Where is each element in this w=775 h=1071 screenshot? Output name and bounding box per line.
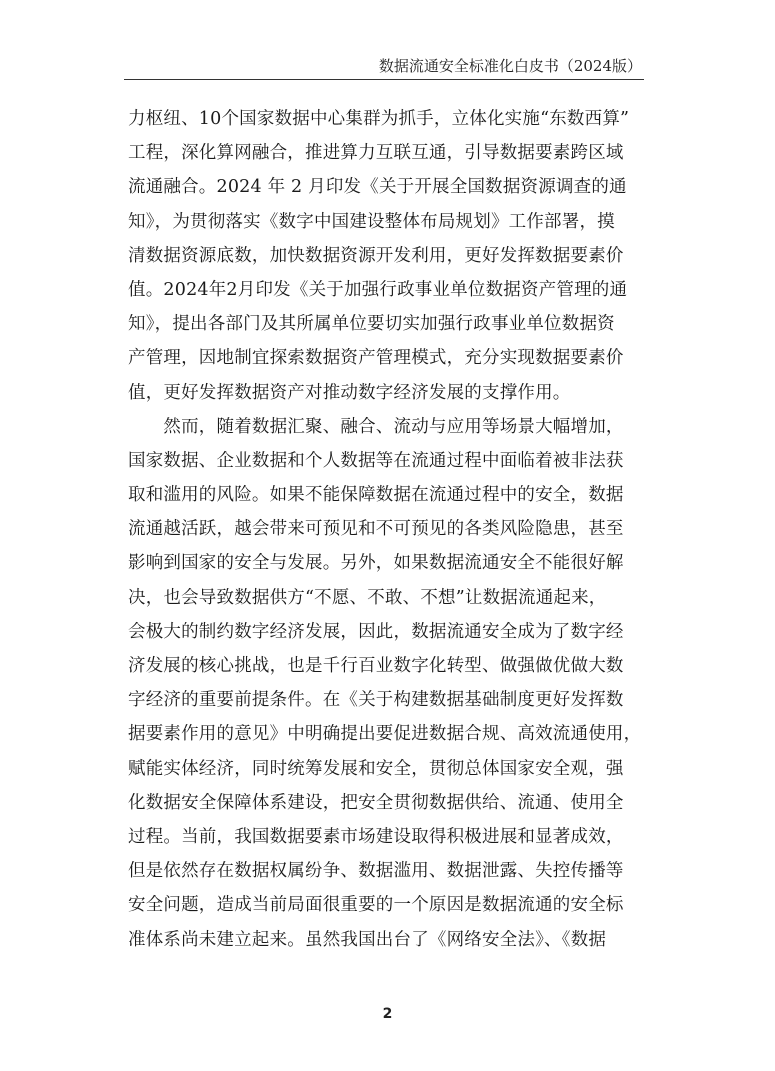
text-line: 流通越活跃，越会带来可预见和不可预见的各类风险隐患，甚至 (128, 519, 624, 540)
page-number: 2 (382, 1006, 393, 1022)
text-line: 国家数据、企业数据和个人数据等在流通过程中面临着被非法获 (128, 450, 624, 471)
text-line: 产管理，因地制宜探索数据资产管理模式，充分实现数据要素价 (128, 348, 624, 369)
text-line: 流通融合。2024 年 2 月印发《关于开展全国数据资源调查的通 (128, 177, 627, 198)
header-divider (124, 79, 644, 80)
text-line: 过程。当前，我国数据要素市场建设取得积极进展和显著成效， (128, 826, 624, 847)
text-line: 清数据资源底数，加快数据资源开发利用，更好发挥数据要素价 (128, 245, 624, 266)
text-line: 取和滥用的风险。如果不能保障数据在流通过程中的安全，数据 (128, 485, 624, 506)
text-line: 值。2024年2月印发《关于加强行政事业单位数据资产管理的通 (128, 279, 628, 300)
text-line: 力枢纽、10个国家数据中心集群为抓手，立体化实施“东数西算” (128, 109, 630, 129)
running-header-title: 数据流通安全标准化白皮书（2024版） (378, 57, 642, 75)
text-line: 会极大的制约数字经济发展，因此，数据流通安全成为了数字经 (128, 621, 624, 642)
text-line: 值，更好发挥数据资产对推动数字经济发展的支撑作用。 (128, 382, 571, 403)
text-line: 然而，随着数据汇聚、融合、流动与应用等场景大幅增加， (128, 416, 624, 437)
text-line: 知》，提出各部门及其所属单位要切实加强行政事业单位数据资 (128, 314, 615, 335)
text-line: 影响到国家的安全与发展。另外，如果数据流通安全不能很好解 (128, 553, 624, 574)
text-line: 决，也会导致数据供方“不愿、不敢、不想”让数据流通起来， (128, 587, 607, 608)
body-text (128, 102, 648, 957)
text-line: 赋能实体经济，同时统筹发展和安全，贯彻总体国家安全观，强 (128, 758, 624, 779)
text-line: 知》，为贯彻落实《数字中国建设整体布局规划》工作部署，摸 (128, 211, 615, 232)
text-line: 但是依然存在数据权属纷争、数据滥用、数据泄露、失控传播等 (128, 861, 624, 882)
text-line: 据要素作用的意见》中明确提出要促进数据合规、高效流通使用， (128, 724, 642, 745)
text-line: 化数据安全保障体系建设，把安全贯彻数据供给、流通、使用全 (128, 792, 624, 813)
text-line: 字经济的重要前提条件。在《关于构建数据基础制度更好发挥数 (128, 690, 624, 711)
text-line: 准体系尚未建立起来。虽然我国出台了《网络安全法》、《数据 (128, 929, 607, 950)
text-line: 安全问题，造成当前局面很重要的一个原因是数据流通的安全标 (128, 895, 624, 916)
text-line: 工程，深化算网融合，推进算力互联互通，引导数据要素跨区域 (128, 143, 624, 164)
text-line: 济发展的核心挑战，也是千行百业数字化转型、做强做优做大数 (128, 656, 624, 676)
